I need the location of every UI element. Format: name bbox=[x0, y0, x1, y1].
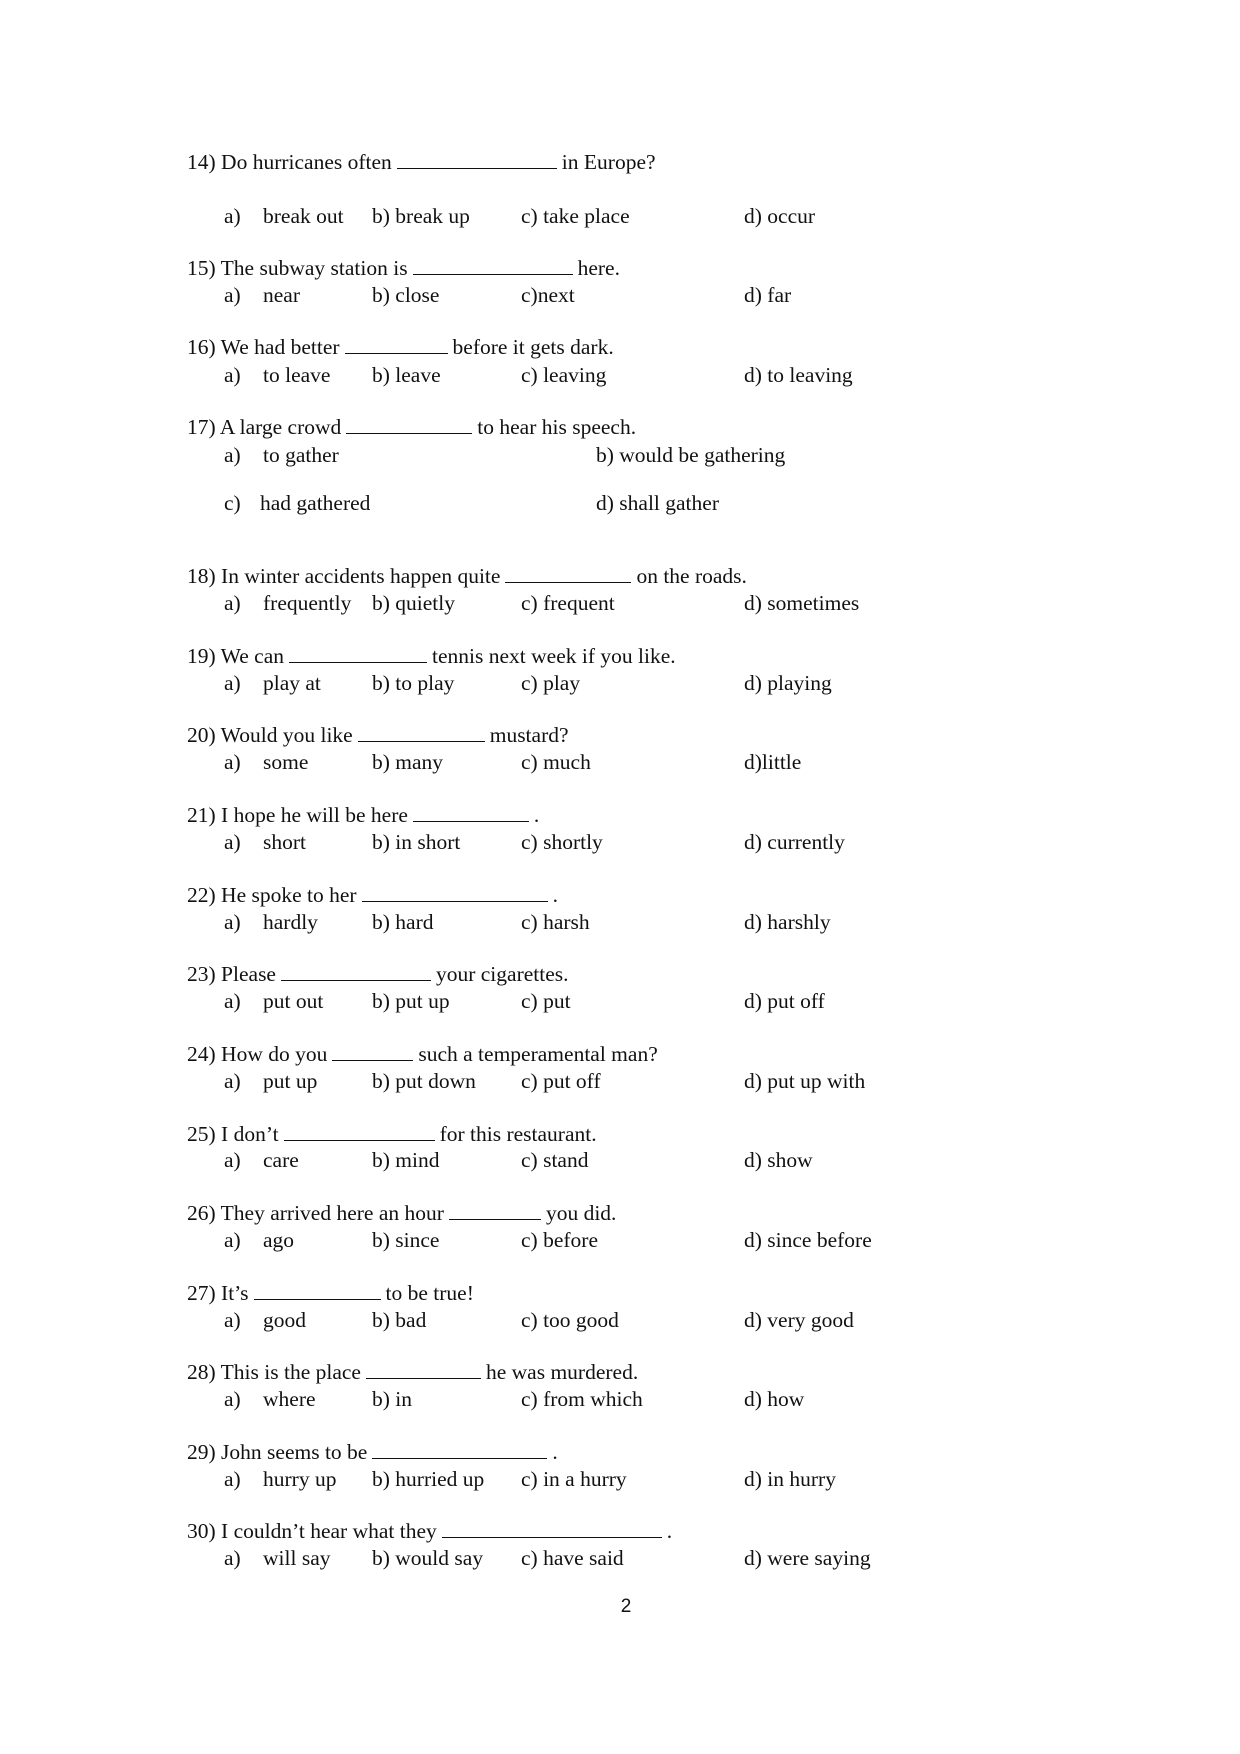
question-stem-after: in Europe? bbox=[561, 150, 656, 174]
answer-blank bbox=[372, 1440, 547, 1459]
option-a: frequently bbox=[263, 591, 352, 615]
question-stem-after: your cigarettes. bbox=[435, 962, 569, 986]
question-stem-before: The subway station is bbox=[220, 256, 408, 280]
question-stem-after: here. bbox=[577, 256, 620, 280]
option-d: d) occur bbox=[744, 204, 816, 228]
question-stem-before: This is the place bbox=[220, 1360, 361, 1384]
question-number: 19) bbox=[187, 644, 216, 668]
question-text bbox=[187, 1440, 558, 1464]
option-d: d) playing bbox=[744, 671, 832, 695]
question-number: 20) bbox=[187, 723, 216, 747]
option-a-label: a) bbox=[224, 591, 241, 615]
question-number: 16) bbox=[187, 335, 216, 359]
answer-blank bbox=[281, 962, 431, 981]
page-number: 2 bbox=[620, 1596, 632, 1617]
option-c: c) in a hurry bbox=[521, 1467, 627, 1491]
question-number: 24) bbox=[187, 1042, 216, 1066]
option-a: break out bbox=[263, 204, 344, 228]
question-text bbox=[187, 723, 569, 747]
option-a-label: a) bbox=[224, 1467, 241, 1491]
question-stem-before: They arrived here an hour bbox=[220, 1201, 444, 1225]
option-c: c) stand bbox=[521, 1148, 589, 1172]
option-b: b) in bbox=[372, 1387, 413, 1411]
question-stem-before: How do you bbox=[221, 1042, 328, 1066]
question-text bbox=[187, 1122, 597, 1146]
option-b: b) in short bbox=[372, 830, 461, 854]
option-a: will say bbox=[263, 1546, 331, 1570]
answer-blank bbox=[397, 150, 557, 169]
option-d: d) sometimes bbox=[744, 591, 860, 615]
option-b: b) mind bbox=[372, 1148, 440, 1172]
option-d: d) put up with bbox=[744, 1069, 866, 1093]
option-a: put out bbox=[263, 989, 324, 1013]
option-a: hardly bbox=[263, 910, 318, 934]
answer-blank bbox=[284, 1122, 435, 1141]
option-a-label: a) bbox=[224, 1546, 241, 1570]
option-d: d)little bbox=[744, 750, 802, 774]
question-stem-after: such a temperamental man? bbox=[418, 1042, 658, 1066]
option-a-label: a) bbox=[224, 750, 241, 774]
question-stem-after: . bbox=[533, 803, 540, 827]
answer-blank bbox=[505, 564, 631, 583]
option-a: some bbox=[263, 750, 309, 774]
option-a-label: a) bbox=[224, 443, 241, 467]
option-d: d) harshly bbox=[744, 910, 831, 934]
option-c: c) put off bbox=[521, 1069, 601, 1093]
answer-blank bbox=[332, 1042, 413, 1061]
question-stem-after: tennis next week if you like. bbox=[432, 644, 676, 668]
question-stem-after: for this restaurant. bbox=[439, 1122, 597, 1146]
question-number: 17) bbox=[187, 415, 216, 439]
option-a-label: a) bbox=[224, 204, 241, 228]
option-a-label: a) bbox=[224, 671, 241, 695]
option-b: b) hurried up bbox=[372, 1467, 485, 1491]
option-b: b) would say bbox=[372, 1546, 484, 1570]
option-d: d) in hurry bbox=[744, 1467, 836, 1491]
option-a: where bbox=[263, 1387, 316, 1411]
question-text bbox=[187, 803, 539, 827]
option-c: c)next bbox=[521, 283, 575, 307]
option-a-label: a) bbox=[224, 910, 241, 934]
option-b: b) break up bbox=[372, 204, 470, 228]
option-b: b) bad bbox=[372, 1308, 427, 1332]
question-stem-before: Please bbox=[221, 962, 276, 986]
question-stem-before: He spoke to her bbox=[221, 883, 357, 907]
answer-blank bbox=[413, 256, 573, 275]
answer-blank bbox=[254, 1281, 381, 1300]
question-text bbox=[187, 1281, 474, 1305]
option-a-label: a) bbox=[224, 1069, 241, 1093]
answer-blank bbox=[358, 723, 485, 742]
question-stem-after: before it gets dark. bbox=[452, 335, 614, 359]
question-stem-before: Do hurricanes often bbox=[221, 150, 392, 174]
question-number: 23) bbox=[187, 962, 216, 986]
question-stem-after: . bbox=[552, 883, 558, 907]
question-text bbox=[187, 1519, 672, 1543]
option-c: c) leaving bbox=[521, 363, 607, 387]
option-c: c) frequent bbox=[521, 591, 615, 615]
question-stem-before: I couldn’t hear what they bbox=[221, 1519, 437, 1543]
option-a: near bbox=[263, 283, 300, 307]
question-text bbox=[187, 150, 656, 174]
option-c: c) much bbox=[521, 750, 591, 774]
question-stem-before: In winter accidents happen quite bbox=[221, 564, 501, 588]
question-stem-after: . bbox=[666, 1519, 673, 1543]
answer-blank bbox=[413, 803, 529, 822]
question-text bbox=[187, 1201, 616, 1225]
question-number: 22) bbox=[187, 883, 216, 907]
question-number: 29) bbox=[187, 1440, 216, 1464]
option-b: b) many bbox=[372, 750, 444, 774]
option-c: c) put bbox=[521, 989, 571, 1013]
option-d: d) since before bbox=[744, 1228, 872, 1252]
question-text bbox=[187, 335, 614, 359]
option-a: care bbox=[263, 1148, 299, 1172]
option-a-label: a) bbox=[224, 1228, 241, 1252]
option-c: c) have said bbox=[521, 1546, 624, 1570]
option-a-label: a) bbox=[224, 363, 241, 387]
question-stem-before: I hope he will be here bbox=[221, 803, 408, 827]
option-c: c) take place bbox=[521, 204, 630, 228]
question-number: 26) bbox=[187, 1201, 216, 1225]
question-text bbox=[187, 1042, 658, 1066]
option-d: d) currently bbox=[744, 830, 845, 854]
option-b: b) quietly bbox=[372, 591, 455, 615]
answer-blank bbox=[442, 1519, 662, 1538]
question-number: 30) bbox=[187, 1519, 216, 1543]
answer-blank bbox=[362, 883, 548, 902]
question-stem-before: John seems to be bbox=[221, 1440, 368, 1464]
option-d: d) shall gather bbox=[596, 491, 719, 515]
option-a: to leave bbox=[263, 363, 331, 387]
question-number: 25) bbox=[187, 1122, 216, 1146]
question-stem-after: he was murdered. bbox=[485, 1360, 639, 1384]
option-b: b) close bbox=[372, 283, 440, 307]
option-b: b) since bbox=[372, 1228, 440, 1252]
option-a: short bbox=[263, 830, 306, 854]
question-number: 27) bbox=[187, 1281, 216, 1305]
option-d: d) put off bbox=[744, 989, 825, 1013]
option-a: put up bbox=[263, 1069, 318, 1093]
answer-blank bbox=[289, 644, 427, 663]
option-c: c) harsh bbox=[521, 910, 590, 934]
option-b: b) put up bbox=[372, 989, 450, 1013]
question-number: 28) bbox=[187, 1360, 216, 1384]
question-stem-after: you did. bbox=[545, 1201, 617, 1225]
option-a-label: a) bbox=[224, 1308, 241, 1332]
option-a-label: a) bbox=[224, 1387, 241, 1411]
option-d: d) very good bbox=[744, 1308, 854, 1332]
option-a: to gather bbox=[263, 443, 339, 467]
question-stem-after: to be true! bbox=[385, 1281, 474, 1305]
question-text bbox=[187, 644, 676, 668]
option-b: b) would be gathering bbox=[596, 443, 786, 467]
question-stem-before: We had better bbox=[220, 335, 340, 359]
answer-blank bbox=[366, 1360, 481, 1379]
question-stem-after: on the roads. bbox=[636, 564, 747, 588]
option-b: b) put down bbox=[372, 1069, 476, 1093]
question-stem-after: to hear his speech. bbox=[477, 415, 637, 439]
question-number: 21) bbox=[187, 803, 216, 827]
option-b: b) leave bbox=[372, 363, 441, 387]
question-text bbox=[187, 256, 620, 280]
option-c: c) shortly bbox=[521, 830, 603, 854]
question-text bbox=[187, 1360, 638, 1384]
option-d: d) far bbox=[744, 283, 792, 307]
question-stem-before: A large crowd bbox=[219, 415, 342, 439]
option-a: hurry up bbox=[263, 1467, 337, 1491]
option-b: b) to play bbox=[372, 671, 455, 695]
option-c: had gathered bbox=[260, 491, 371, 515]
option-c: c) before bbox=[521, 1228, 598, 1252]
question-text bbox=[187, 415, 636, 439]
question-stem-before: We can bbox=[220, 644, 284, 668]
question-stem-before: I don’t bbox=[221, 1122, 279, 1146]
option-a-label: a) bbox=[224, 1148, 241, 1172]
answer-blank bbox=[346, 415, 472, 434]
option-c: c) from which bbox=[521, 1387, 643, 1411]
question-number: 15) bbox=[187, 256, 216, 280]
question-text bbox=[187, 962, 569, 986]
option-a: ago bbox=[263, 1228, 295, 1252]
option-b: b) hard bbox=[372, 910, 434, 934]
option-a: play at bbox=[263, 671, 321, 695]
option-c-label: c) bbox=[224, 491, 241, 515]
option-d: d) were saying bbox=[744, 1546, 871, 1570]
question-text bbox=[187, 564, 747, 588]
question-stem-after: . bbox=[552, 1440, 558, 1464]
answer-blank bbox=[345, 335, 448, 354]
option-d: d) show bbox=[744, 1148, 813, 1172]
option-c: c) too good bbox=[521, 1308, 619, 1332]
question-text bbox=[187, 883, 558, 907]
option-d: d) how bbox=[744, 1387, 805, 1411]
option-a-label: a) bbox=[224, 830, 241, 854]
answer-blank bbox=[449, 1201, 541, 1220]
option-d: d) to leaving bbox=[744, 363, 853, 387]
option-c: c) play bbox=[521, 671, 581, 695]
question-number: 14) bbox=[187, 150, 216, 174]
question-stem-after: mustard? bbox=[489, 723, 569, 747]
option-a-label: a) bbox=[224, 283, 241, 307]
option-a-label: a) bbox=[224, 989, 241, 1013]
question-stem-before: Would you like bbox=[220, 723, 353, 747]
option-a: good bbox=[263, 1308, 306, 1332]
question-number: 18) bbox=[187, 564, 216, 588]
question-stem-before: It’s bbox=[221, 1281, 249, 1305]
